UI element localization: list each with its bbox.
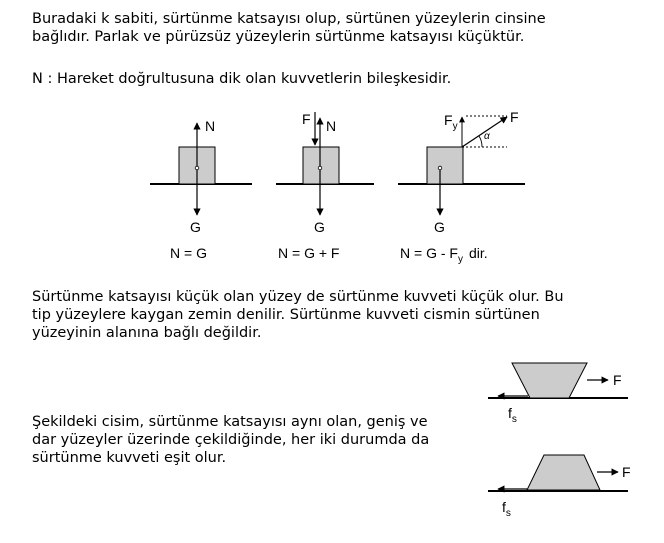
figure-friction-narrow-base	[488, 363, 628, 425]
label-g: G	[314, 219, 325, 235]
paragraph-slippery-surface: Sürtünme katsayısı küçük olan yüzey de sürtünme kuvveti küçük olur. Bu tip yüzeylere kaygan zemin denilir. Sürtünme kuvveti cismin sürtünen yüzeyinin alanına bağlı değildir.	[32, 289, 564, 341]
label-fs: $f_s$	[508, 405, 517, 425]
trapezoid-block	[512, 363, 587, 398]
center-point	[195, 166, 199, 170]
label-f: F	[510, 109, 519, 125]
equation-3: $N = G - F_y$ dir.	[400, 245, 488, 265]
paragraph-equal-friction: Şekildeki cisim, sürtünme katsayısı aynı olan, geniş ve dar yüzeyler üzerinde çekildiğinde, her iki durumda da sürtünme kuvveti eşit olur.	[32, 414, 430, 466]
figure-block-pressed	[276, 111, 374, 261]
label-fy: $F_y$	[444, 112, 458, 132]
label-g: G	[190, 219, 201, 235]
equation-2: N = G + F	[278, 245, 340, 261]
angle-arc	[479, 136, 482, 147]
equation-1: N = G	[170, 245, 207, 261]
block	[427, 147, 463, 184]
center-point	[438, 166, 442, 170]
trapezoid-block	[527, 455, 600, 490]
label-alpha: α	[484, 131, 490, 142]
figure-block-rest	[150, 118, 252, 261]
paragraph-friction-coefficient: Buradaki k sabiti, sürtünme katsayısı olup, sürtünen yüzeylerin cinsine bağlıdır. Parlak ve pürüzsüz yüzeylerin sürtünme katsayısı küçüktür.	[32, 11, 546, 45]
paragraph-normal-force-definition: N : Hareket doğrultusuna dik olan kuvvetlerin bileşkesidir.	[32, 71, 452, 87]
label-g: G	[434, 219, 445, 235]
label-n: N	[326, 118, 337, 134]
label-fs: $f_s$	[502, 499, 511, 519]
center-point	[318, 166, 322, 170]
label-n: N	[205, 118, 216, 134]
block	[303, 147, 339, 184]
figure-friction-wide-base	[488, 455, 631, 519]
label-f: F	[302, 111, 311, 127]
label-f: F	[613, 372, 622, 388]
label-f: F	[622, 464, 631, 480]
figure-block-pulled-angle	[398, 109, 525, 265]
